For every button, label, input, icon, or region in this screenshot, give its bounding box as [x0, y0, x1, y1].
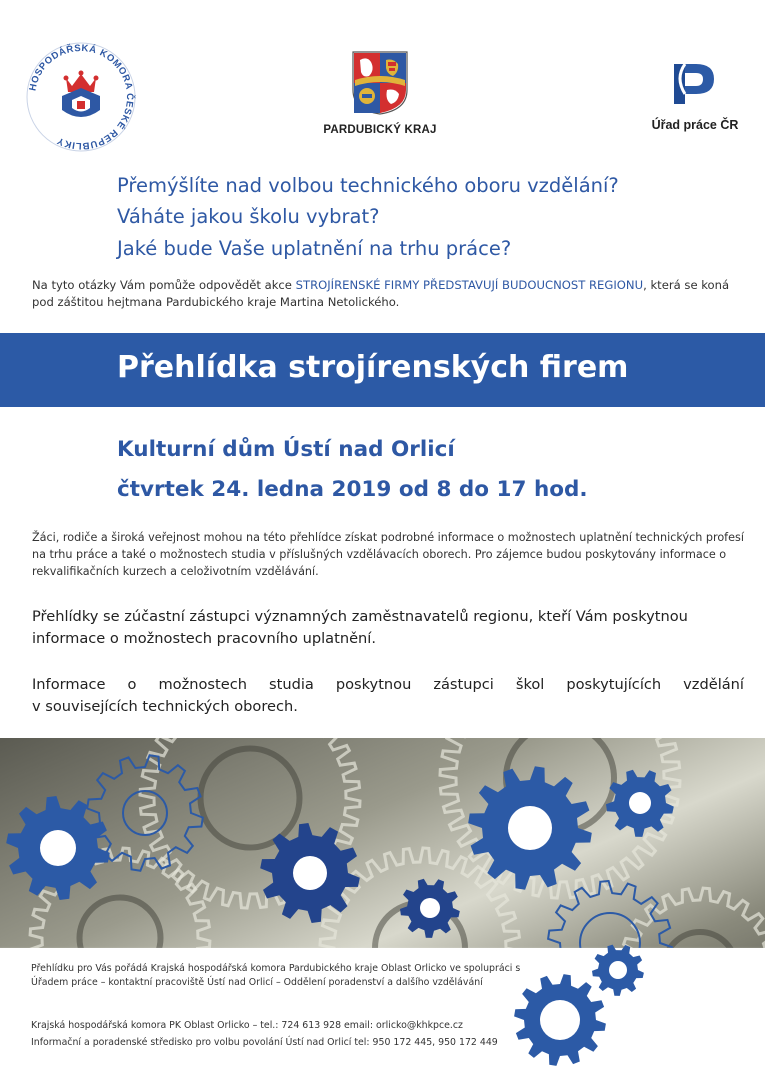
body-paragraph-3: [32, 674, 744, 718]
venue-place: Kulturní dům Ústí nad Orlicí: [117, 437, 455, 462]
khk-logo: [22, 38, 140, 156]
event-title: Přehlídka strojírenských firem: [117, 350, 629, 385]
pardubicky-kraj-label: PARDUBICKÝ KRAJ: [323, 124, 437, 136]
footer-blue-gear-hub: [540, 1000, 580, 1040]
pardubicky-kraj-logo: [300, 50, 460, 150]
urad-prace-label: Úřad práce ČR: [651, 118, 739, 132]
urad-prace-icon: [670, 58, 720, 108]
venue-date: čtvrtek 24. ledna 2019 od 8 do 17 hod.: [117, 477, 588, 502]
body-paragraph-3-line-2: v souvisejících technických oborech.: [32, 698, 298, 715]
question-3: Jaké bude Vaše uplatnění na trhu práce?: [117, 237, 512, 260]
footer-organizer: Přehlídku pro Vás pořádá Krajská hospodářská komora Pardubického kraje Oblast Orlicko ve spolupráci s Úřadem práce – kontaktní pracoviště Ústí nad Orlicí – Oddělení poradenství a dalšího vzdělávání: [31, 963, 521, 988]
event-name-highlight: STROJÍRENSKÉ FIRMY PŘEDSTAVUJÍ BUDOUCNOST REGIONU: [295, 278, 644, 292]
footer-blue-gear-small-hub: [609, 961, 627, 979]
intro-text-after: , která se koná pod záštitou hejtmana Pardubického kraje Martina Netolického.: [32, 278, 730, 309]
body-paragraph-2: Přehlídky se zúčastní zástupci významných zaměstnavatelů regionu, kteří Vám poskytnou informace o možnostech pracovního uplatnění.: [32, 608, 688, 647]
body-paragraph-1: Žáci, rodiče a široká veřejnost mohou na této přehlídce získat podrobné informace o možnostech uplatnění technických profesí na trhu práce a také o možnostech studia v příslušných vzdělávacích oborech. Pro zájemce budou poskytovány informace o rekvalifikačních kurzech a celoživotním vzdělávání.: [32, 531, 744, 578]
question-1: Přemýšlíte nad volbou technického oboru vzdělání?: [117, 174, 619, 197]
footer-gear-icon: [500, 930, 650, 1074]
urad-prace-logo: [640, 58, 750, 138]
footer-contact-center: Informační a poradenské středisko pro volbu povolání Ústí nad Orlicí tel: 950 172 445, 950 172 449: [31, 1037, 498, 1048]
footer-contact-chamber: Krajská hospodářská komora PK Oblast Orlicko – tel.: 724 613 928 email: orlicko@khkpce.cz: [31, 1020, 463, 1031]
intro-text-before: Na tyto otázky Vám pomůže odpovědět akce: [32, 278, 296, 292]
intro-paragraph: [32, 277, 742, 311]
svg-text:HOSPODÁŘSKÁ KOMORA ČESKÉ REPUB: HOSPODÁŘSKÁ KOMORA ČESKÉ REPUBLIKY: [27, 42, 136, 152]
coat-of-arms-icon: [351, 50, 409, 116]
question-2: Váháte jakou školu vybrat?: [117, 205, 380, 228]
body-paragraph-3-line-1: Informace o možnostech studia poskytnou zástupci škol poskytujících vzdělání: [32, 676, 744, 693]
